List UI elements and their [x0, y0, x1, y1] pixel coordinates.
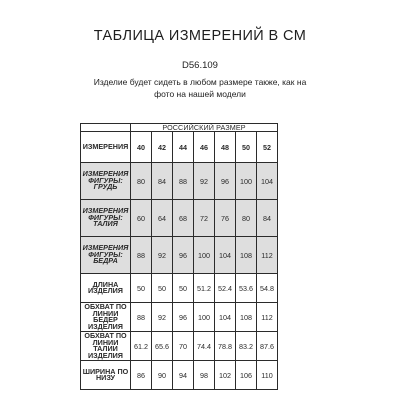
table-cell: 108	[236, 303, 257, 332]
table-cell: 108	[236, 237, 257, 274]
row-label	[81, 237, 131, 274]
page-title: ТАБЛИЦА ИЗМЕРЕНИЙ В СМ	[93, 28, 307, 44]
row-label-line: ИЗДЕЛИЯ	[88, 321, 123, 331]
table-cell: 104	[215, 303, 236, 332]
size-header-46: 46	[194, 132, 215, 163]
table-cell: 78.8	[215, 332, 236, 361]
table-cell: 68	[173, 200, 194, 237]
table-cell: 60	[131, 200, 152, 237]
table-cell: 80	[236, 200, 257, 237]
fit-note	[80, 77, 320, 100]
table-cell: 100	[194, 237, 215, 274]
table-cell: 50	[131, 274, 152, 303]
table-cell: 65.6	[152, 332, 173, 361]
table-cell: 70	[173, 332, 194, 361]
table-cell: 72	[194, 200, 215, 237]
table-cell: 84	[152, 163, 173, 200]
row-label	[81, 361, 131, 390]
table-cell: 86	[131, 361, 152, 390]
row-label-line: ИЗМЕРЕНИЯ	[82, 169, 129, 179]
row-label-line: ЛИНИИ ТАЛИИ	[92, 337, 119, 353]
table-cell: 50	[152, 274, 173, 303]
row-label-line: ФИГУРЫ: ТАЛИЯ	[88, 212, 123, 229]
table-cell: 74.4	[194, 332, 215, 361]
size-header-50: 50	[236, 132, 257, 163]
row-label-line: ФИГУРЫ: БЕДРА	[88, 249, 123, 266]
row-label-line: ИЗДЕЛИЯ	[88, 350, 123, 360]
table-row	[81, 237, 278, 274]
table-row	[81, 303, 278, 332]
row-label-line: ИЗМЕРЕНИЯ	[82, 243, 129, 253]
table-cell: 54.8	[257, 274, 278, 303]
size-header-42: 42	[152, 132, 173, 163]
size-table	[80, 123, 278, 390]
row-label-line: ДЛИНА ИЗДЕЛИЯ	[88, 279, 123, 295]
corner-cell	[81, 124, 131, 132]
table-cell: 106	[236, 361, 257, 390]
table-cell: 112	[257, 303, 278, 332]
table-cell: 92	[194, 163, 215, 200]
row-label-line: ОБХВАТ ПО	[84, 331, 127, 340]
table-cell: 84	[257, 200, 278, 237]
table-cell: 52.4	[215, 274, 236, 303]
fit-note-line-1: Изделие будет сидеть в любом размере также, как на	[93, 77, 307, 87]
table-cell: 110	[257, 361, 278, 390]
table-row	[81, 274, 278, 303]
table-cell: 83.2	[236, 332, 257, 361]
table-cell: 87.6	[257, 332, 278, 361]
table-cell: 100	[194, 303, 215, 332]
row-label-line: ОБХВАТ ПО	[84, 302, 127, 311]
row-label-line: ИЗМЕРЕНИЯ	[82, 206, 129, 216]
table-cell: 53.6	[236, 274, 257, 303]
row-label	[81, 303, 131, 332]
fit-note-line-2: фото на нашей модели	[154, 88, 246, 99]
table-cell: 51.2	[194, 274, 215, 303]
measurements-header: ИЗМЕРЕНИЯ	[81, 132, 131, 163]
table-row	[81, 332, 278, 361]
row-label	[81, 332, 131, 361]
table-cell: 104	[215, 237, 236, 274]
table-cell: 88	[131, 237, 152, 274]
row-label	[81, 200, 131, 237]
table-cell: 96	[173, 303, 194, 332]
row-label	[81, 163, 131, 200]
row-label-line: НИЗУ	[95, 373, 116, 382]
table-cell: 88	[131, 303, 152, 332]
russian-size-header: РОССИЙСКИЙ РАЗМЕР	[131, 124, 278, 132]
table-cell: 112	[257, 237, 278, 274]
table-cell: 64	[152, 200, 173, 237]
table-cell: 92	[152, 237, 173, 274]
table-cell: 92	[152, 303, 173, 332]
table-row	[81, 361, 278, 390]
table-cell: 61.2	[131, 332, 152, 361]
size-header-44: 44	[173, 132, 194, 163]
table-cell: 100	[236, 163, 257, 200]
table-row	[81, 163, 278, 200]
table-cell: 102	[215, 361, 236, 390]
table-cell: 96	[173, 237, 194, 274]
table-cell: 88	[173, 163, 194, 200]
table-cell: 80	[131, 163, 152, 200]
table-row	[81, 200, 278, 237]
table-cell: 90	[152, 361, 173, 390]
table-cell: 76	[215, 200, 236, 237]
table-cell: 50	[173, 274, 194, 303]
size-header-48: 48	[215, 132, 236, 163]
size-header-52: 52	[257, 132, 278, 163]
table-cell: 94	[173, 361, 194, 390]
product-code: D56.109	[182, 60, 218, 71]
row-label	[81, 274, 131, 303]
table-cell: 96	[215, 163, 236, 200]
table-cell: 98	[194, 361, 215, 390]
table-cell: 104	[257, 163, 278, 200]
row-label-line: ФИГУРЫ: ГРУДЬ	[88, 175, 123, 192]
size-header-40: 40	[131, 132, 152, 163]
row-label-line: ЛИНИИ БЕДЕР	[92, 308, 119, 324]
row-label-line: ШИРИНА ПО	[82, 366, 129, 376]
